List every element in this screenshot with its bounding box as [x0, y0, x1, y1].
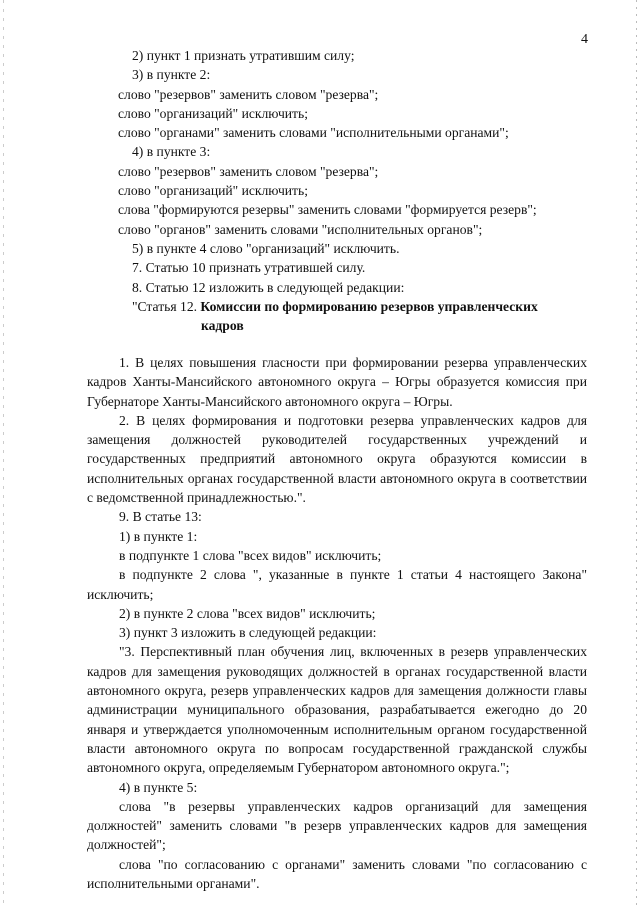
article-title-line1: Комиссии по формированию резервов управленческих — [200, 298, 538, 314]
text-line: слова "формируются резервы" заменить словами "формируется резерв"; — [118, 202, 537, 218]
item-9: 9. В статье 13: — [119, 509, 202, 525]
text-line: 5) в пункте 4 слово "организаций" исключить. — [132, 240, 400, 256]
text-line: 4) в пункте 3: — [132, 144, 211, 160]
item-9-2: 2) в пункте 2 слова "всех видов" исключить; — [119, 605, 376, 621]
text-line: слово "органов" заменить словами "исполнительных органов"; — [118, 221, 483, 237]
sub-item-3: слова "в резервы управленческих кадров организаций для замещения должностей" заменить словами "в резерв управленческих кадров для замещения должностей"; — [87, 798, 587, 853]
item-9-4: 4) в пункте 5: — [119, 779, 198, 795]
sub-item-1: в подпункте 1 слова "всех видов" исключить; — [119, 547, 382, 563]
text-line: 2) пункт 1 признать утратившим силу; — [132, 48, 355, 63]
sub-item-2: в подпункте 2 слова ", указанные в пункте 1 статьи 4 настоящего Закона" исключить; — [87, 567, 587, 602]
paragraph-3: "3. Перспективный план обучения лиц, включенных в резерв управленческих кадров для замещения руководящих должностей в органах государственной власти автономного округа, резерв управленческих кадров для замещения должности главы администрации муниципального образования, разрабатывается ежегодно до 20 января и утверждается уполномоченным исполнительным органом государственной власти автономного округа по вопросам государственной гражданской службы автономного округа, определяемым Губернатором автономного округа."; — [87, 644, 587, 776]
paragraph-1: 1. В целях повышения гласности при формировании резерва управленческих кадров Ханты-Мансийского автономного округа – Югры образуется комиссия при Губернаторе Ханты-Мансийского автономного округа – Югры. — [87, 355, 587, 409]
article-title-line2: кадров — [201, 318, 244, 334]
text-line: 7. Статью 10 признать утратившей силу. — [132, 260, 366, 276]
item-9-3: 3) пункт 3 изложить в следующей редакции: — [119, 625, 377, 641]
text-line: слово "резервов" заменить словом "резерва"; — [118, 163, 379, 179]
page-number: 4 — [581, 32, 588, 47]
document-body — [118, 46, 588, 352]
text-line: слово "резервов" заменить словом "резерва"; — [118, 86, 379, 102]
document-body-lower — [87, 353, 587, 893]
scan-edge-right — [636, 0, 637, 905]
item-9-1: 1) в пункте 1: — [119, 528, 198, 544]
text-line: 3) в пункте 2: — [132, 67, 211, 83]
text-line: слово "организаций" исключить; — [118, 105, 308, 121]
article-prefix: "Статья 12. — [132, 298, 198, 314]
sub-item-4: слова "по согласованию с органами" заменить словами "по согласованию с исполнительными органами". — [87, 856, 587, 892]
text-line: слово "организаций" исключить; — [118, 183, 308, 199]
scan-edge-left — [3, 0, 4, 905]
paragraph-2: 2. В целях формирования и подготовки резерва управленческих кадров для замещения должностей руководителей государственных учреждений и государственных предприятий автономного округа образуются комиссии в исполнительных органах государственной власти автономного округа в соответствии с ведомственной принадлежностью.". — [87, 412, 587, 506]
text-line: слово "органами" заменить словами "исполнительными органами"; — [118, 125, 509, 141]
text-line: 8. Статью 12 изложить в следующей редакции: — [132, 279, 405, 295]
article-heading — [118, 297, 588, 316]
